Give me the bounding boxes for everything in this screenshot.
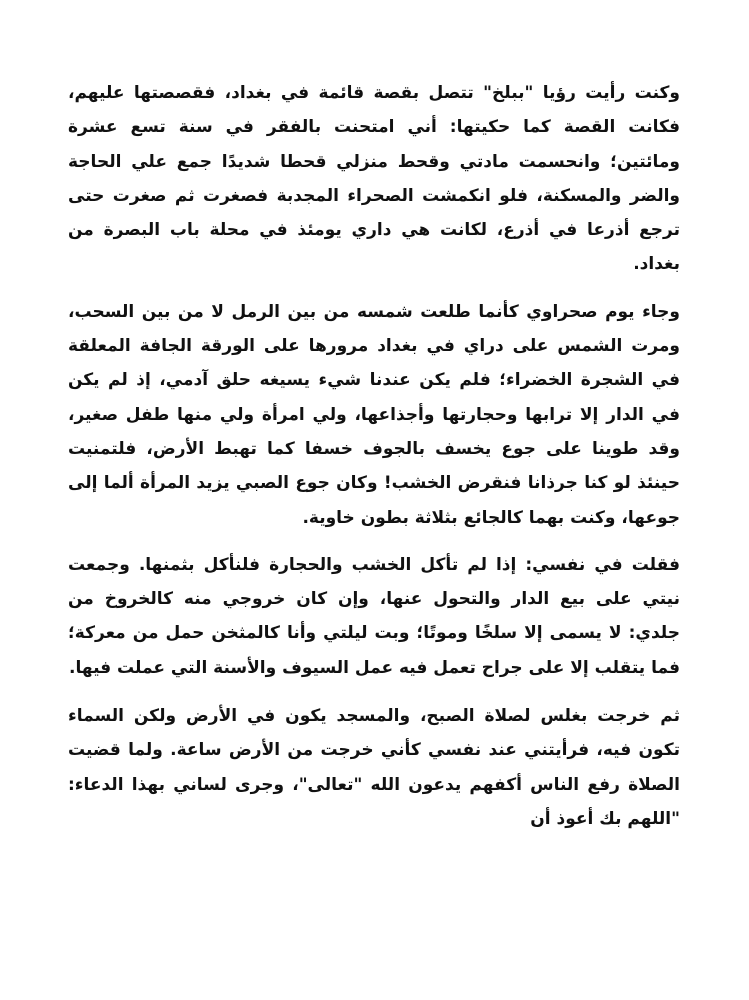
document-body <box>68 76 680 836</box>
paragraph-2: وجاء يوم صحراوي كأنما طلعت شمسه من بين الرمل لا من بين السحب، ومرت الشمس على دراي في بغداد مرورها على الورقة الجافة المعلقة في الشجرة الخضراء؛ فلم يكن عندنا شيء يسيغه حلق آدمي، إذ لم يكن في الدار إلا ترابها وحجارتها وأجذاعها، ولي امرأة ولي منها طفل صغير، وقد طوينا على جوع يخسف بالجوف خسفا كما تهبط الأرض، فلتمنيت حينئذ لو كنا جرذانا فنقرض الخشب! وكان جوع الصبي يزيد المرأة ألما إلى جوعها، وكنت بهما كالجائع بثلاثة بطون خاوية. <box>68 301 680 528</box>
paragraph-1: وكنت رأيت رؤيا "ببلخ" تتصل بقصة قائمة في بغداد، فقصصتها عليهم، فكانت القصة كما حكيتها: أني امتحنت بالفقر في سنة تسع عشرة ومائتين؛ وانحسمت مادتي وقحط منزلي قحطا شديدًا جمع علي الحاجة والضر والمسكنة، فلو انكمشت الصحراء المجدبة فصغرت ثم صغرت حتى ترجع أذرعا في أذرع، لكانت هي داري يومئذ في محلة باب البصرة من بغداد. <box>68 83 680 275</box>
paragraph-4: ثم خرجت بغلس لصلاة الصبح، والمسجد يكون في الأرض ولكن السماء تكون فيه، فرأيتني عند نفسي كأني خرجت من الأرض ساعة. ولما قضيت الصلاة رفع الناس أكفهم يدعون الله "تعالى"، وجرى لساني بهذا الدعاء: "اللهم بك أعوذ أن <box>68 706 680 829</box>
paragraph-3: فقلت في نفسي: إذا لم تأكل الخشب والحجارة فلنأكل بثمنها. وجمعت نيتي على بيع الدار والتحول عنها، وإن كان خروجي منه كالخروخ من جلدي: لا يسمى إلا سلخًا وموتًا؛ وبت ليلتي وأنا كالمثخن حمل من معركة؛ فما يتقلب إلا على جراح تعمل فيه عمل السيوف والأسنة التي عملت فيها. <box>68 554 680 678</box>
